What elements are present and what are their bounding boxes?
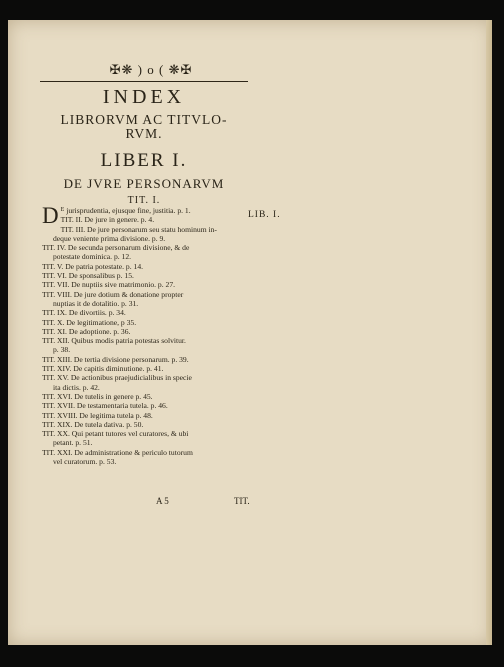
index-entry-continuation: petant. p. 51. xyxy=(53,438,93,448)
index-entry-continuation: nuptias it de dotalitio. p. 31. xyxy=(53,298,139,308)
index-entry-text: TIT. VI. De sponsalibus p. 15. xyxy=(42,271,134,281)
signature-mark: A 5 xyxy=(156,496,169,506)
index-entry xyxy=(42,262,252,271)
index-entry xyxy=(42,429,252,448)
liber-title: DE JVRE PERSONARVM xyxy=(63,176,225,191)
index-entries xyxy=(42,203,252,467)
index-entry-text: TIT. II. De jure in genere. p. 4. xyxy=(60,215,155,225)
index-entry-continuation: ita dictis. p. 42. xyxy=(53,382,100,392)
index-entry-text: TIT. IX. De divortiis. p. 34. xyxy=(42,308,126,318)
drop-capital: D xyxy=(42,203,59,228)
index-entry xyxy=(42,290,252,309)
index-entry xyxy=(42,392,252,401)
liber-heading: LIBER I. xyxy=(100,150,188,171)
index-entry-continuation: deque veniente prima divisione. p. 9. xyxy=(53,233,166,243)
entry-list xyxy=(42,215,252,466)
index-entry-text: TIT. V. De patria potestate. p. 14. xyxy=(42,261,144,271)
catchword: TIT. xyxy=(234,496,250,506)
index-subtitle xyxy=(40,113,248,141)
index-entry-text: TIT. XI. De adoptione. p. 36. xyxy=(42,326,131,336)
index-entry xyxy=(42,336,252,355)
title-one-heading: TIT. I. xyxy=(127,195,161,206)
index-entry xyxy=(42,225,252,244)
header-ornament: ✠❋ ) o ( ❋✠ xyxy=(109,62,193,77)
index-entry-text: TIT. XIII. De tertia divisione personarum. p. 39. xyxy=(42,354,189,364)
index-entry-text: TIT. XVII. De testamentaria tutela. p. 46. xyxy=(42,401,168,411)
margin-note: LIB. I. xyxy=(248,210,281,220)
first-entry-small-cap: E xyxy=(60,207,65,213)
index-entry-continuation: vel curatorum. p. 53. xyxy=(53,457,117,467)
index-entry-text: TIT. VII. De nuptiis sive matrimonio. p. 27. xyxy=(42,280,176,290)
index-entry-text: TIT. XIX. De tutela dativa. p. 50. xyxy=(42,419,144,429)
index-entry-text: TIT. XX. Qui petant tutores vel curatores, & ubi xyxy=(42,429,189,439)
index-entry xyxy=(42,280,252,289)
index-entry xyxy=(42,215,252,224)
index-entry xyxy=(42,420,252,429)
first-entry-text: jurisprudentia, ejusque fine, justitia. p. 1. xyxy=(66,206,191,215)
index-entry-text: TIT. VIII. De jure dotium & donatione propter xyxy=(42,289,184,299)
index-entry-text: TIT. XII. Quibus modis patria potestas solvitur. xyxy=(42,336,186,346)
index-entry-text: TIT. XVI. De tutelis in genere p. 45. xyxy=(42,391,153,401)
index-entry-text: TIT. X. De legitimatione, p 35. xyxy=(42,317,137,327)
page-edge xyxy=(486,20,492,645)
index-entry xyxy=(42,448,252,467)
index-entry-continuation: potestate dominica. p. 12. xyxy=(53,252,132,262)
index-entry xyxy=(42,373,252,392)
header-rule xyxy=(40,81,248,82)
index-entry-text: TIT. XVIII. De legitima tutela p. 48. xyxy=(42,410,153,420)
index-entry-continuation: p. 38. xyxy=(53,345,71,355)
index-entry xyxy=(42,271,252,280)
index-subtitle-line1: LIBRORVM AC TITVLO- xyxy=(60,112,228,127)
index-subtitle-line2: RVM. xyxy=(125,126,163,141)
index-entry xyxy=(42,318,252,327)
index-entry xyxy=(42,327,252,336)
index-entry-text: TIT. XIV. De capitis diminutione. p. 41. xyxy=(42,364,164,374)
book-page xyxy=(8,20,492,645)
index-entry xyxy=(42,308,252,317)
index-entry-text: TIT. XXI. De administratione & periculo tutorum xyxy=(42,447,193,457)
index-entry-text: TIT. IV. De secunda personarum divisione, & de xyxy=(42,243,190,253)
index-title: INDEX xyxy=(102,86,186,108)
index-entry xyxy=(42,401,252,410)
index-entry xyxy=(42,355,252,364)
index-entry-text: TIT. III. De jure personarum seu statu hominum in- xyxy=(60,224,217,234)
index-entry xyxy=(42,243,252,262)
index-entry-text: TIT. XV. De actionibus praejudicialibus in specie xyxy=(42,373,192,383)
index-entry xyxy=(42,411,252,420)
index-entry xyxy=(42,364,252,373)
